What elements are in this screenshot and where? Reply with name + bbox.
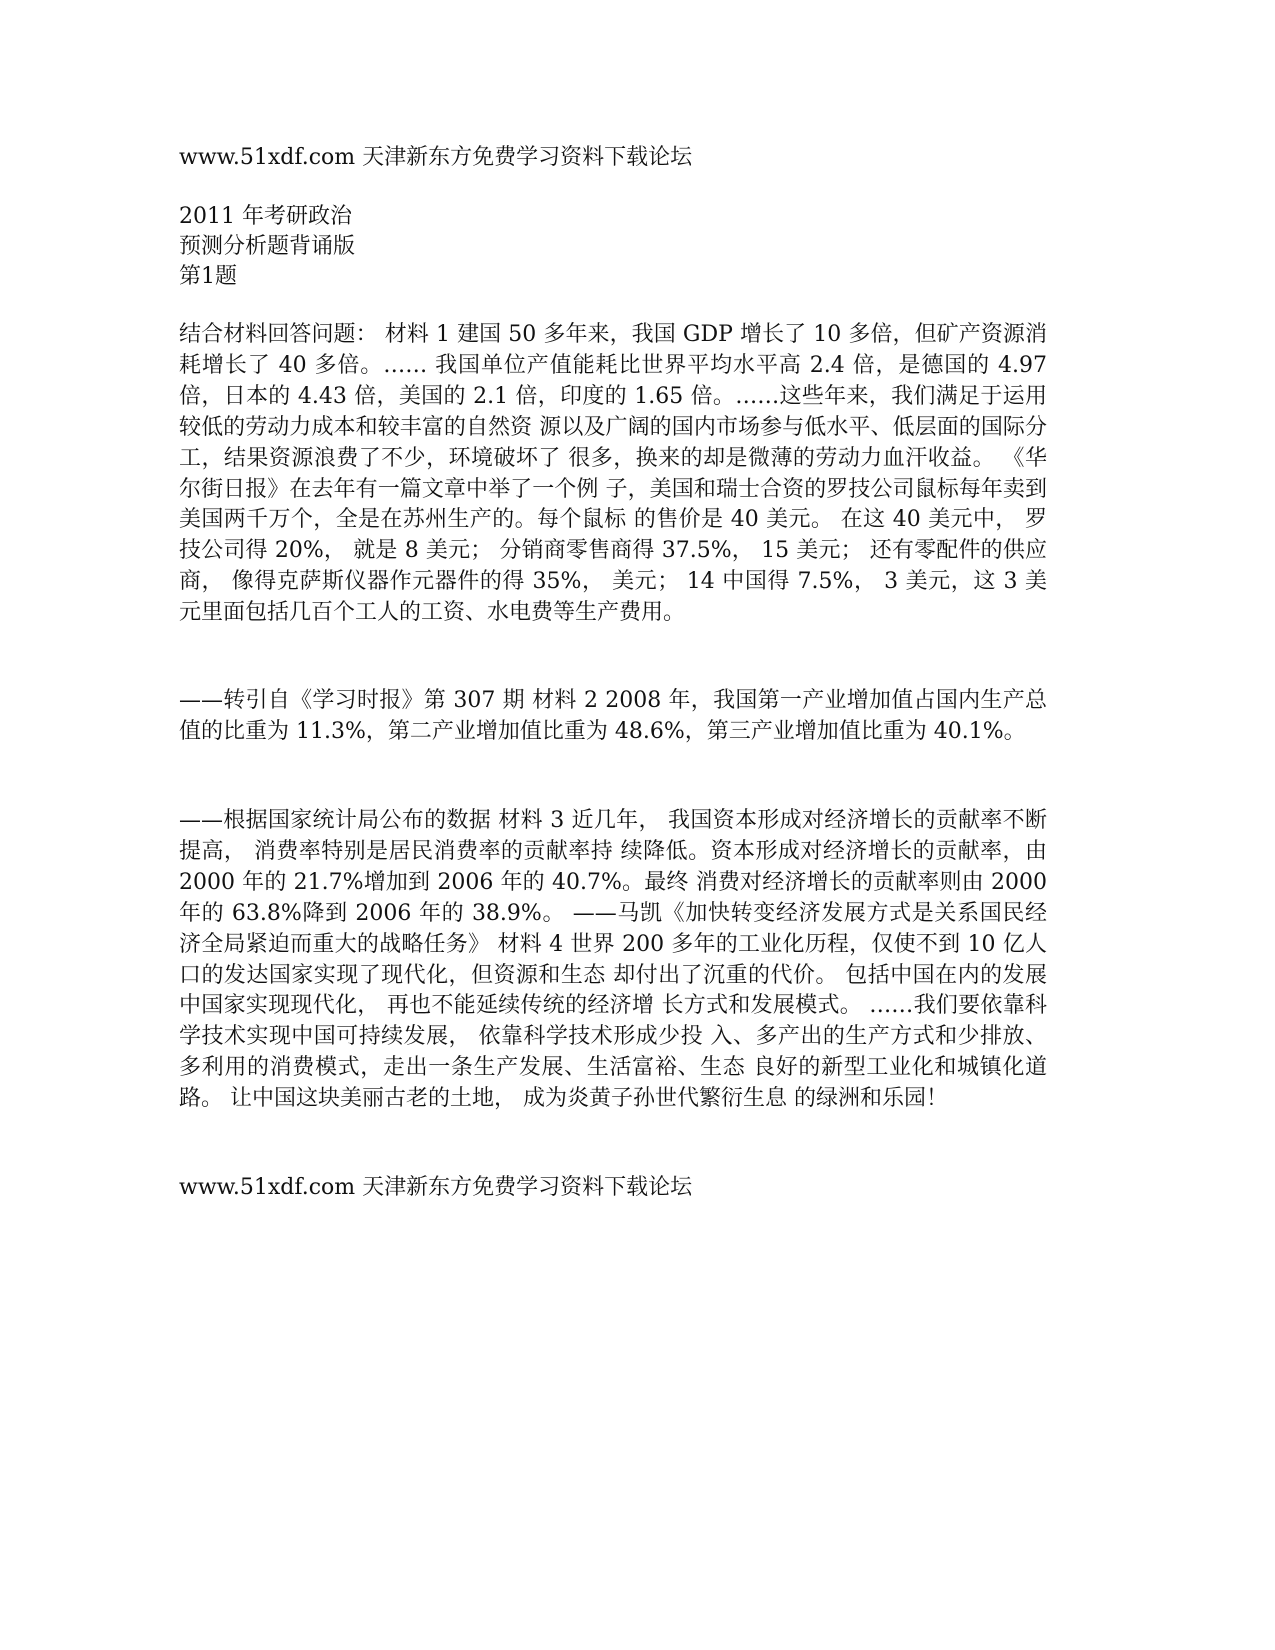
footer-site-line: www.51xdf.com 天津新东方免费学习资料下载论坛 [179,1175,693,1200]
title-subtitle-line: 预测分析题背诵版 [179,234,356,259]
question-number-line: 第1题 [179,264,237,289]
title-year-line: 2011 年考研政治 [179,204,352,229]
material-1-paragraph: 结合材料回答问题： 材料 1 建国 50 多年来，我国 GDP 增长了 10 多倍，但矿产资源消耗增长了 40 多倍。…… 我国单位产值能耗比世界平均水平高 2.4 倍，是德国的 4.97 倍，日本的 4.43 倍，美国的 2.1 倍，印度的 1.65 倍。……这些年来，我们满足于运用较低的劳动力成本和较丰富的自然资 源以及广阔的国内市场参与低水平、低层面的国际分工，结果资源浪费了不少，环境破坏了 很多，换来的却是微薄的劳动力血汗收益。 《华尔街日报》在去年有一篇文章中举了一个例 子，美国和瑞士合资的罗技公司鼠标每年卖到美国两千万个，全是在苏州生产的。每个鼠标 的售价是 40 美元。 在这 40 美元中， 罗技公司得 20%， 就是 8 美元； 分销商零售商得 37.5%， 15 美元； 还有零配件的供应商， 像得克萨斯仪器作元器件的得 35%， 美元； 14 中国得 7.5%， 3 美元，这 3 美元里面包括几百个工人的工资、水电费等生产费用。 [179,322,1047,626]
header-site-line: www.51xdf.com 天津新东方免费学习资料下载论坛 [179,145,693,170]
material-3-4-paragraph: ——根据国家统计局公布的数据 材料 3 近几年， 我国资本形成对经济增长的贡献率不断提高， 消费率特别是居民消费率的贡献率持 续降低。资本形成对经济增长的贡献率，由 2000 年的 21.7%增加到 2006 年的 40.7%。最终 消费对经济增长的贡献率则由 2000 年的 63.8%降到 2006 年的 38.9%。 ——马凯《加快转变经济发展方式是关系国民经济全局紧迫而重大的战略任务》 材料 4 世界 200 多年的工业化历程，仅使不到 10 亿人口的发达国家实现了现代化，但资源和生态 却付出了沉重的代价。 包括中国在内的发展中国家实现现代化， 再也不能延续传统的经济增 长方式和发展模式。 ……我们要依靠科学技术实现中国可持续发展， 依靠科学技术形成少投 入、多产出的生产方式和少排放、多利用的消费模式，走出一条生产发展、生活富裕、生态 良好的新型工业化和城镇化道路。 让中国这块美丽古老的土地， 成为炎黄子孙世代繁衍生息 的绿洲和乐园！ [179,808,1047,1112]
material-2-paragraph: ——转引自《学习时报》第 307 期 材料 2 2008 年，我国第一产业增加值占国内生产总值的比重为 11.3%，第二产业增加值比重为 48.6%，第三产业增加值比重为 40.1%。 [179,688,1047,744]
